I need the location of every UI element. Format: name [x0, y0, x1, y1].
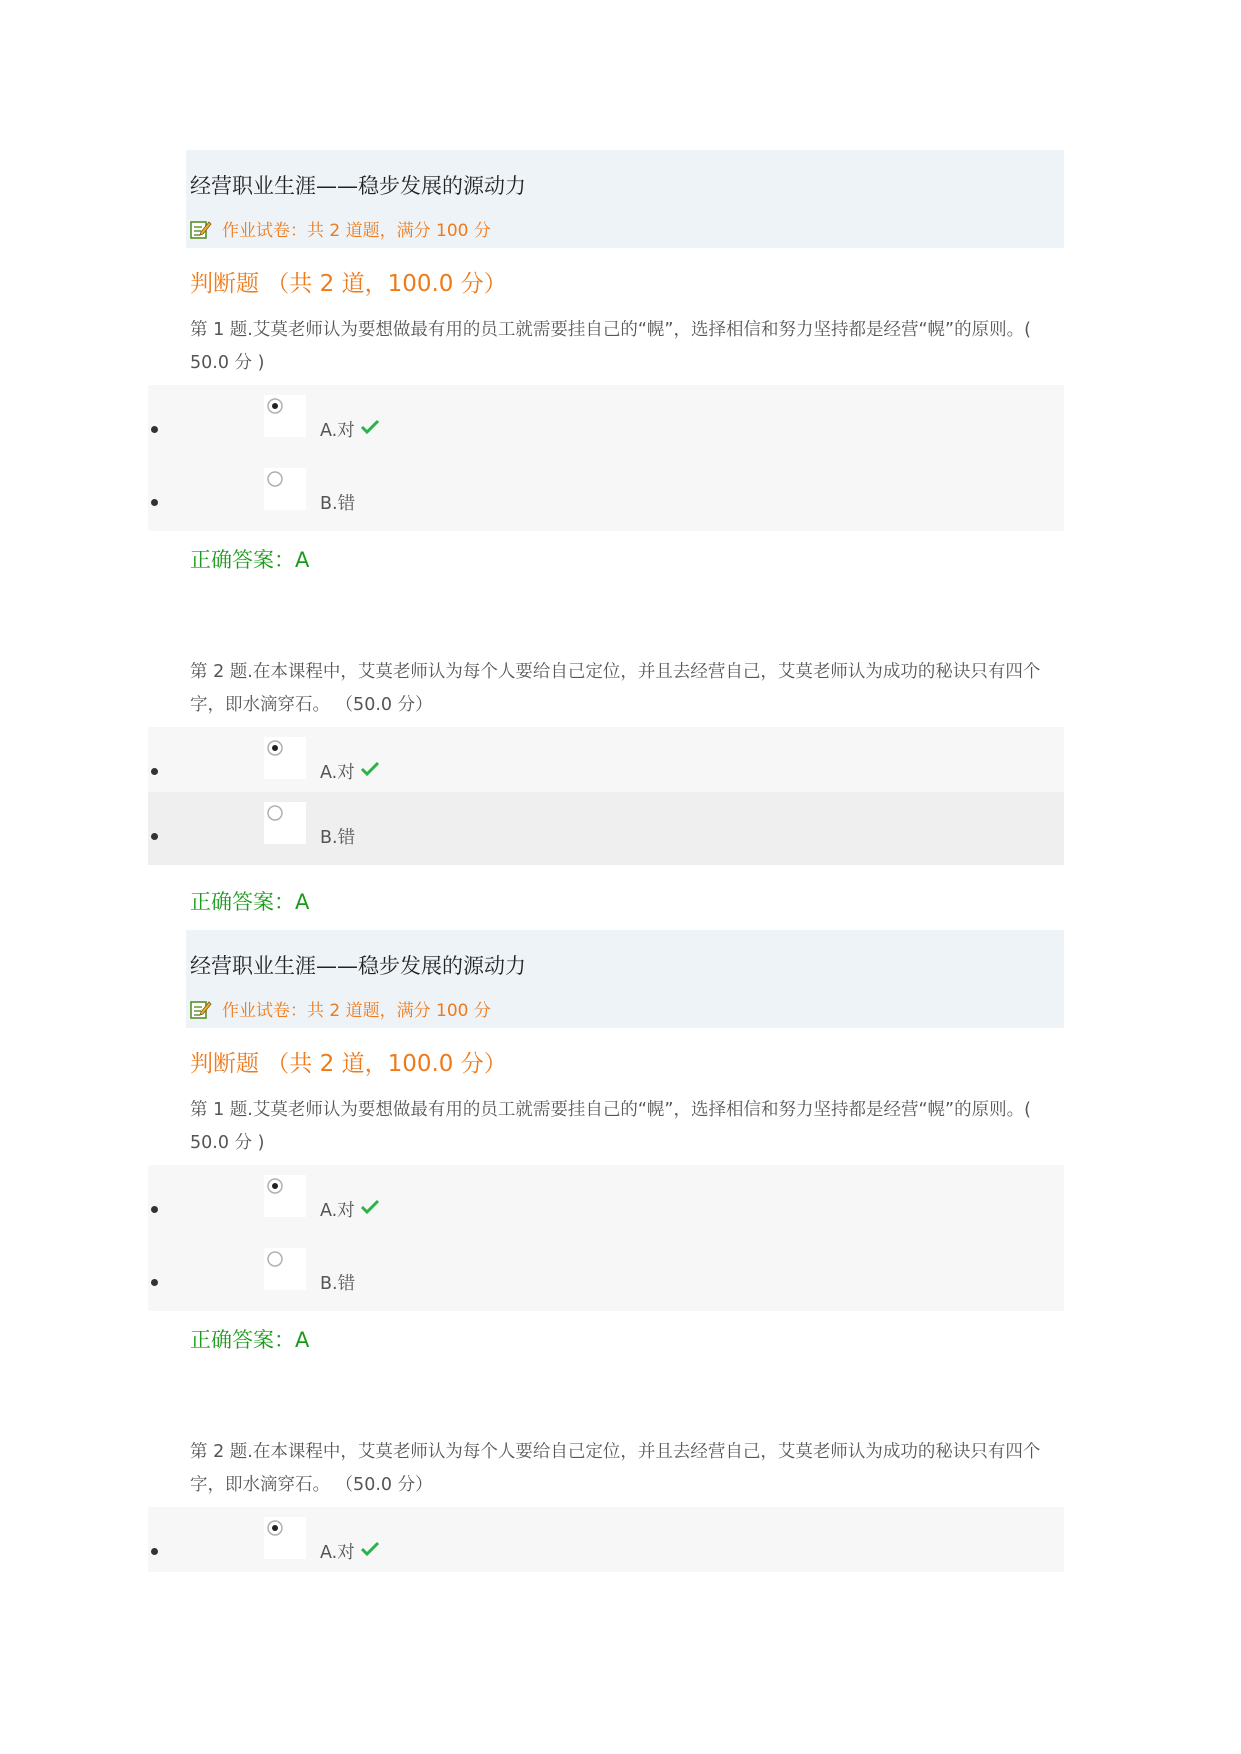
course-header — [186, 930, 1064, 1028]
option-a[interactable] — [148, 385, 1064, 458]
question-text: 第 2 题.在本课程中，艾莫老师认为每个人要给自己定位，并且去经营自己，艾莫老师认为成功的秘诀只有四个字，即水滴穿石。 （50.0 分） — [190, 662, 1041, 715]
edit-document-icon — [190, 999, 212, 1019]
paper-info — [190, 996, 491, 1021]
option-b[interactable] — [148, 458, 1064, 531]
correct-answer: 正确答案：A — [190, 1328, 310, 1352]
option-b[interactable] — [148, 792, 1064, 865]
course-header — [186, 150, 1064, 248]
radio-unselected-icon[interactable] — [264, 802, 306, 844]
correct-answer: 正确答案：A — [190, 548, 310, 572]
checkmark-icon — [360, 1541, 380, 1562]
option-text: A.对 — [320, 1543, 355, 1563]
option-label — [320, 490, 355, 515]
edit-document-icon — [190, 219, 212, 239]
paper-info — [190, 216, 491, 241]
options-list — [148, 727, 1064, 865]
option-text: B.错 — [320, 828, 356, 848]
option-label — [320, 417, 380, 442]
course-title: 经营职业生涯——稳步发展的源动力 — [190, 954, 526, 978]
options-list — [148, 1507, 1064, 1572]
question-text: 第 2 题.在本课程中，艾莫老师认为每个人要给自己定位，并且去经营自己，艾莫老师认为成功的秘诀只有四个字，即水滴穿石。 （50.0 分） — [190, 1442, 1041, 1495]
list-bullet — [151, 499, 158, 506]
question-text: 第 1 题.艾莫老师认为要想做最有用的员工就需要挂自己的“幌”，选择相信和努力坚持都是经营“幌”的原则。( 50.0 分 ) — [190, 1100, 1031, 1153]
list-bullet — [151, 1279, 158, 1286]
option-text: A.对 — [320, 1201, 355, 1221]
checkmark-icon — [360, 761, 380, 782]
list-bullet — [151, 1548, 158, 1555]
option-text: A.对 — [320, 763, 355, 783]
section-title: 判断题 （共 2 道，100.0 分） — [190, 271, 507, 297]
course-title: 经营职业生涯——稳步发展的源动力 — [190, 174, 526, 198]
option-label — [320, 1539, 380, 1564]
list-bullet — [151, 833, 158, 840]
option-a[interactable] — [148, 1165, 1064, 1238]
radio-unselected-icon[interactable] — [264, 1248, 306, 1290]
question-text: 第 1 题.艾莫老师认为要想做最有用的员工就需要挂自己的“幌”，选择相信和努力坚持都是经营“幌”的原则。( 50.0 分 ) — [190, 320, 1031, 373]
option-text: B.错 — [320, 1274, 356, 1294]
option-text: A.对 — [320, 421, 355, 441]
paper-info-text: 作业试卷：共 2 道题，满分 100 分 — [222, 1001, 491, 1021]
option-a[interactable] — [148, 1507, 1064, 1572]
option-label — [320, 759, 380, 784]
radio-selected-icon[interactable] — [264, 395, 306, 437]
option-text: B.错 — [320, 494, 356, 514]
option-label — [320, 824, 355, 849]
checkmark-icon — [360, 1199, 380, 1220]
correct-answer: 正确答案：A — [190, 890, 310, 914]
radio-selected-icon[interactable] — [264, 1175, 306, 1217]
option-b[interactable] — [148, 1238, 1064, 1311]
checkmark-icon — [360, 419, 380, 440]
paper-info-text: 作业试卷：共 2 道题，满分 100 分 — [222, 221, 491, 241]
options-list — [148, 1165, 1064, 1311]
radio-selected-icon[interactable] — [264, 1517, 306, 1559]
radio-selected-icon[interactable] — [264, 737, 306, 779]
radio-unselected-icon[interactable] — [264, 468, 306, 510]
option-a[interactable] — [148, 727, 1064, 792]
list-bullet — [151, 426, 158, 433]
option-label — [320, 1197, 380, 1222]
options-list — [148, 385, 1064, 531]
list-bullet — [151, 1206, 158, 1213]
section-title: 判断题 （共 2 道，100.0 分） — [190, 1051, 507, 1077]
option-label — [320, 1270, 355, 1295]
list-bullet — [151, 768, 158, 775]
